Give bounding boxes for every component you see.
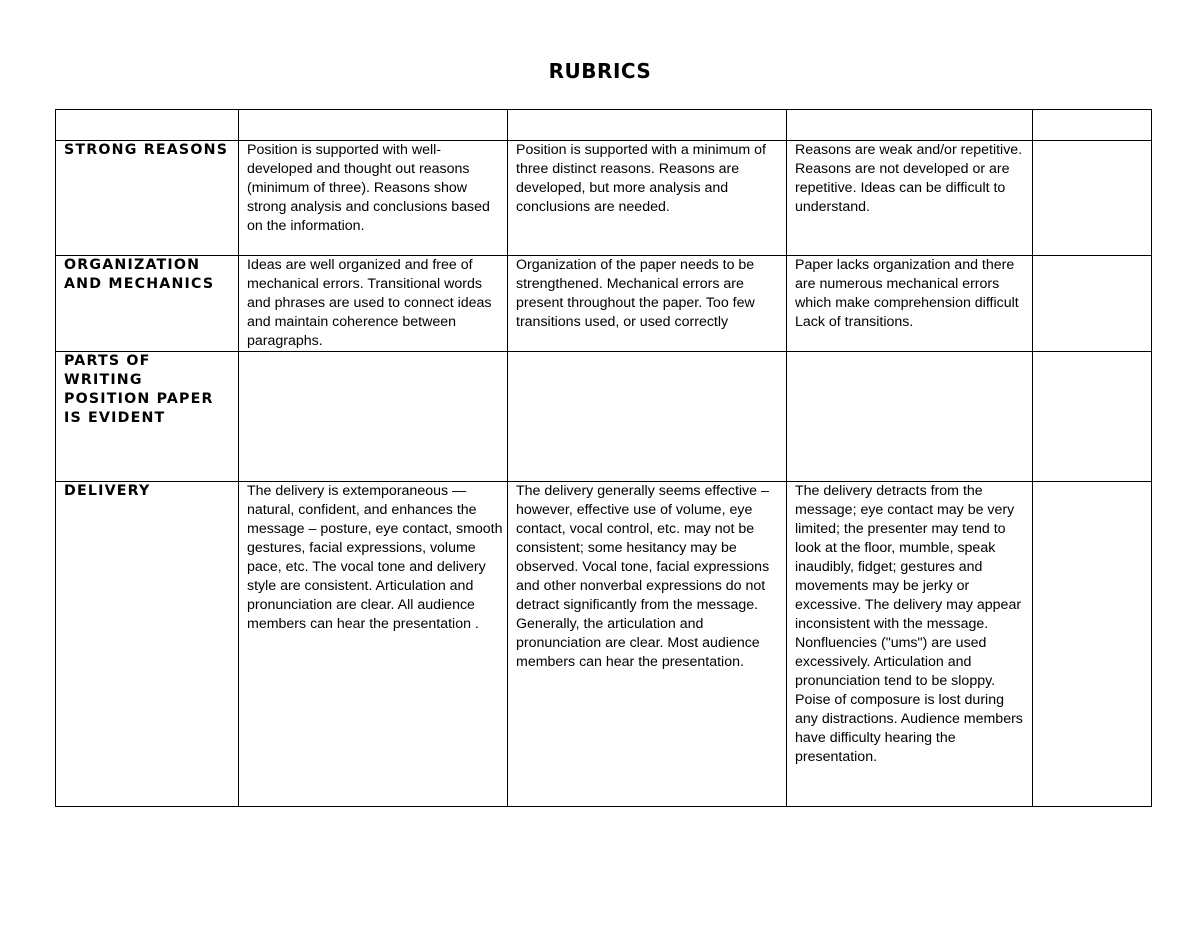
rubric-cell: Position is supported with a minimum of three distinct reasons. Reasons are developed, but more analysis and conclusions are needed. xyxy=(508,141,787,256)
header-cell-3 xyxy=(508,110,787,141)
header-row xyxy=(56,110,1152,141)
rubric-table xyxy=(55,109,1152,807)
rubric-cell: Organization of the paper needs to be strengthened. Mechanical errors are present throughout the paper. Too few transitions used, or used correctly xyxy=(508,256,787,352)
rubric-cell xyxy=(1033,256,1152,352)
header-cell-5 xyxy=(1033,110,1152,141)
criterion-strong-reasons: STRONG REASONS xyxy=(56,141,239,256)
table-row-parts-of-writing xyxy=(56,352,1152,482)
page-title: RUBRICS xyxy=(548,59,652,83)
rubric-cell: Position is supported with well-developed and thought out reasons (minimum of three). Reasons show strong analysis and conclusions based on the information. xyxy=(239,141,508,256)
criterion-parts-of-writing: PARTS OF WRITING POSITION PAPER IS EVIDENT xyxy=(56,352,239,482)
rubric-cell xyxy=(1033,141,1152,256)
header-cell-1 xyxy=(56,110,239,141)
criterion-delivery: DELIVERY xyxy=(56,482,239,807)
rubric-cell xyxy=(239,352,508,482)
header-cell-4 xyxy=(787,110,1033,141)
rubric-cell: Reasons are weak and/or repetitive. Reasons are not developed or are repetitive. Ideas can be difficult to understand. xyxy=(787,141,1033,256)
rubric-cell: The delivery detracts from the message; eye contact may be very limited; the presenter may tend to look at the floor, mumble, speak inaudibly, fidget; gestures and movements may be jerky or excessive. The delivery may appear inconsistent with the message. Nonfluencies ("ums") are used excessively. Articulation and pronunciation tend to be sloppy. Poise of composure is lost during any distractions. Audience members have difficulty hearing the presentation. xyxy=(787,482,1033,807)
criterion-organization-and-mechanics: ORGANIZATION AND MECHANICS xyxy=(56,256,239,352)
rubric-cell xyxy=(1033,352,1152,482)
header-cell-2 xyxy=(239,110,508,141)
rubric-cell xyxy=(787,352,1033,482)
rubric-cell: The delivery is extemporaneous —natural, confident, and enhances the message – posture, eye contact, smooth gestures, facial expressions, volume pace, etc. The vocal tone and delivery style are consistent. Articulation and pronunciation are clear. All audience members can hear the presentation . xyxy=(239,482,508,807)
rubric-cell: The delivery generally seems effective – however, effective use of volume, eye contact, vocal control, etc. may not be consistent; some hesitancy may be observed. Vocal tone, facial expressions and other nonverbal expressions do not detract significantly from the message. Generally, the articulation and pronunciation are clear. Most audience members can hear the presentation. xyxy=(508,482,787,807)
rubric-cell xyxy=(508,352,787,482)
rubric-cell xyxy=(1033,482,1152,807)
rubric-cell: Paper lacks organization and there are numerous mechanical errors which make comprehension difficult Lack of transitions. xyxy=(787,256,1033,352)
table-row-organization-and-mechanics xyxy=(56,256,1152,352)
table-row-delivery xyxy=(56,482,1152,807)
rubric-cell: Ideas are well organized and free of mechanical errors. Transitional words and phrases are used to connect ideas and maintain coherence between paragraphs. xyxy=(239,256,508,352)
table-row-strong-reasons xyxy=(56,141,1152,256)
